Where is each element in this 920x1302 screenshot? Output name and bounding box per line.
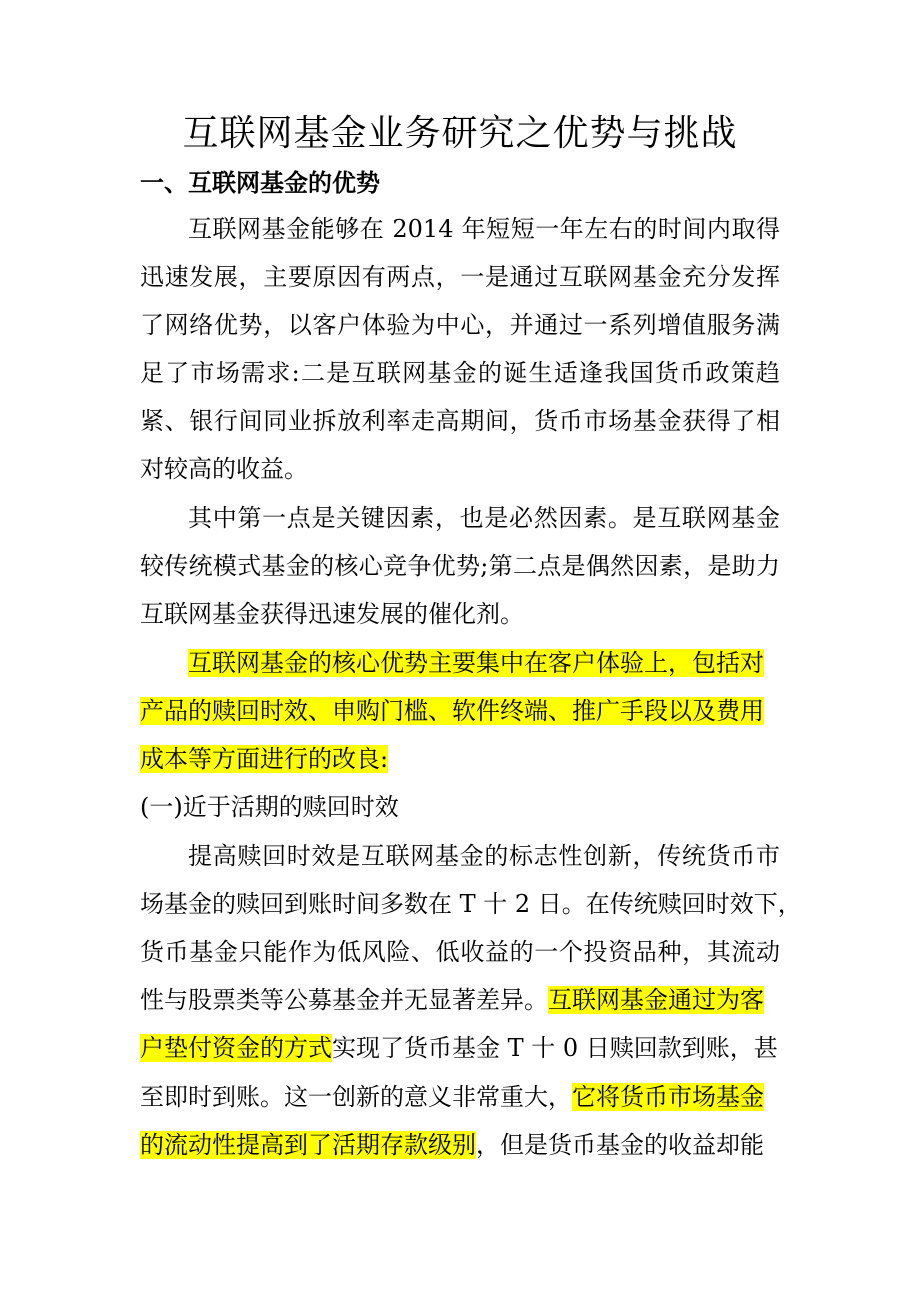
paragraph-line: 对较高的收益。 (140, 455, 308, 483)
paragraph-line: 其中第一点是关键因素，也是必然因素。是互联网基金 (188, 504, 780, 532)
paragraph-line (140, 1127, 780, 1163)
text-run: ，但是货币基金的收益却能 (476, 1131, 764, 1159)
highlighted-line (188, 645, 780, 681)
highlighted-line (140, 741, 780, 777)
document-title: 互联网基金业务研究之优势与挑战 (182, 113, 738, 154)
paragraph-line: 互联网基金获得迅速发展的催化剂。 (140, 600, 524, 628)
highlight: 它将货币市场基金 (572, 1083, 764, 1111)
highlighted-line (140, 693, 780, 729)
section-heading: 一、互联网基金的优势 (140, 168, 380, 197)
paragraph-line (140, 1079, 780, 1115)
highlight: 的流动性提高到了活期存款级别 (140, 1131, 476, 1159)
text-run: 性与股票类等公募基金并无显著差异。 (140, 986, 548, 1014)
paragraph-line: 足了市场需求:二是互联网基金的诞生适逢我国货币政策趋 (140, 359, 780, 387)
paragraph-line: 较传统模式基金的核心竞争优势;第二点是偶然因素，是助力 (140, 552, 780, 580)
text-run: 实现了货币基金 T 十 0 日赎回款到账，甚 (332, 1034, 778, 1062)
highlight: 互联网基金通过为客 (548, 986, 764, 1014)
paragraph-line (140, 1030, 780, 1066)
paragraph-line (140, 982, 780, 1018)
paragraph-line: 紧、银行间同业拆放利率走高期间，货币市场基金获得了相 (140, 407, 780, 435)
text-run: 至即时到账。这一创新的意义非常重大， (140, 1083, 572, 1111)
paragraph-line: 货币基金只能作为低风险、低收益的一个投资品种，其流动 (140, 938, 780, 966)
highlight: 户垫付资金的方式 (140, 1034, 332, 1062)
paragraph-line: 了网络优势，以客户体验为中心，并通过一系列增值服务满 (140, 311, 780, 339)
highlight: 产品的赎回时效、申购门槛、软件终端、推广手段以及费用 (140, 697, 764, 725)
highlight: 成本等方面进行的改良: (140, 745, 389, 773)
subsection-heading: (一)近于活期的赎回时效 (140, 793, 399, 821)
paragraph-line: 互联网基金能够在 2014 年短短一年左右的时间内取得 (188, 215, 780, 243)
paragraph-line: 提高赎回时效是互联网基金的标志性创新，传统货币市 (188, 842, 780, 870)
paragraph-line: 场基金的赎回到账时间多数在 T 十 2 日。在传统赎回时效下， (140, 890, 802, 918)
paragraph-line: 迅速发展，主要原因有两点，一是通过互联网基金充分发挥 (140, 263, 780, 291)
highlight: 互联网基金的核心优势主要集中在客户体验上，包括对 (188, 649, 764, 677)
